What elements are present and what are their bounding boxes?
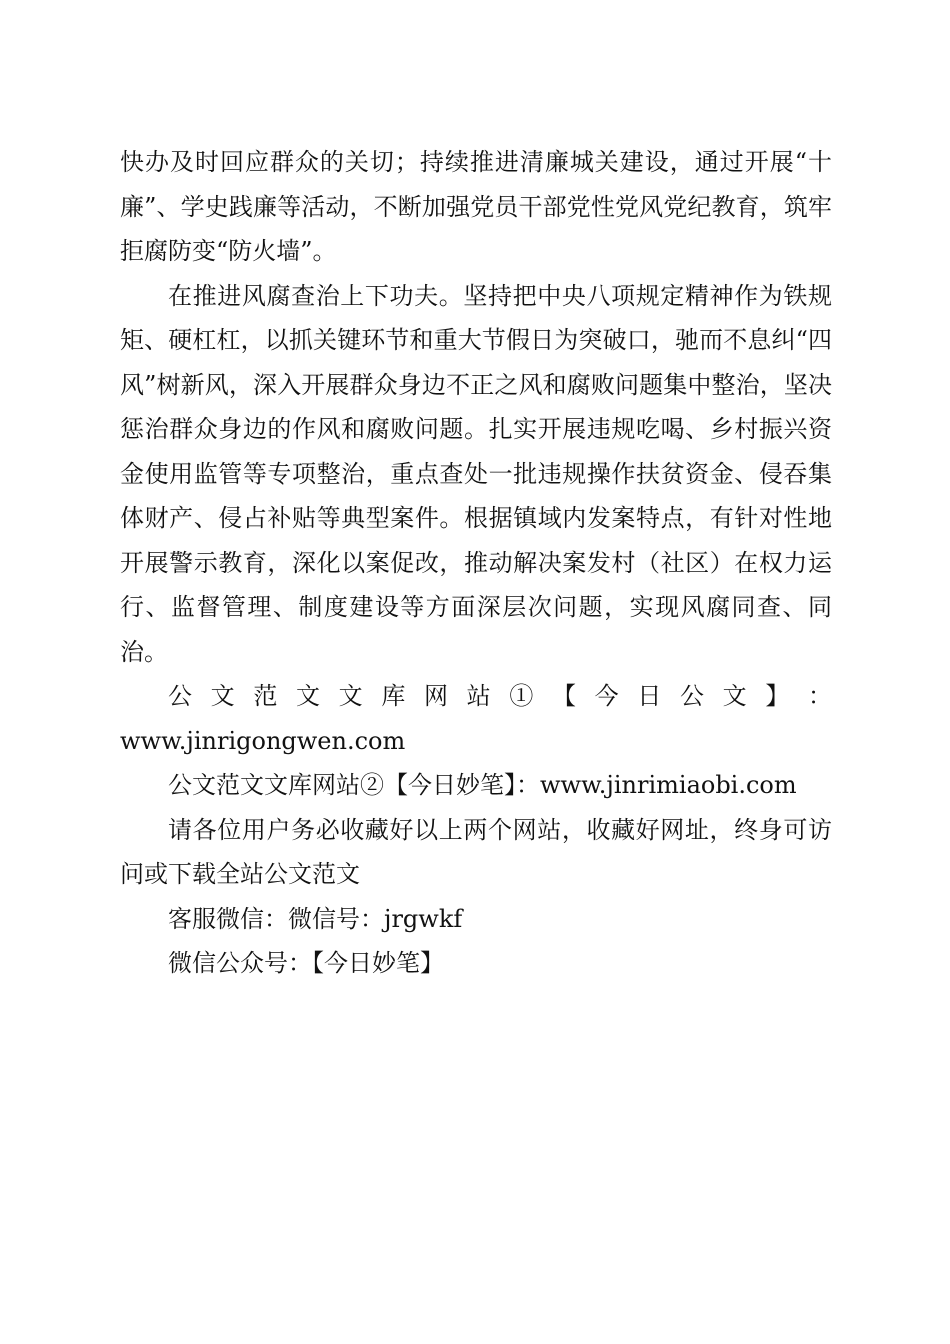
bookmark-notice: 请各位用户务必收藏好以上两个网站，收藏好网址，终身可访问或下载全站公文范文 [120,815,832,888]
site1-url: www.jinrigongwen.com [120,726,406,755]
wechat-official-line: 微信公众号：【今日妙笔】 [168,949,444,977]
paragraph-continuation: 快办及时回应群众的关切；持续推进清廉城关建设，通过开展“十廉”、学史践廉等活动，不断加强党员干部党性党风党纪教育，筑牢拒腐防变“防火墙”。 [120,148,832,265]
site1-label: 公 文 范 文 文 库 网 站 ① 【 今 日 公 文 】 ： [168,682,832,710]
site2-line: 公文范文文库网站②【今日妙笔】：www.jinrimiaobi.com [168,771,797,799]
document-body [120,140,832,986]
paragraph-corruption-rectification: 在推进风腐查治上下功夫。坚持把中央八项规定精神作为铁规矩、硬杠杠，以抓关键环节和重大节假日为突破口，驰而不息纠“四风”树新风，深入开展群众身边不正之风和腐败问题集中整治，坚决惩治群众身边的作风和腐败问题。扎实开展违规吃喝、乡村振兴资金使用监管等专项整治，重点查处一批违规操作扶贫资金、侵吞集体财产、侵占补贴等典型案件。根据镇域内发案特点，有针对性地开展警示教育，深化以案促改，推动解决案发村（社区）在权力运行、监督管理、制度建设等方面深层次问题，实现风腐同查、同治。 [120,281,832,666]
wechat-service-line: 客服微信：微信号：jrgwkf [168,904,463,933]
